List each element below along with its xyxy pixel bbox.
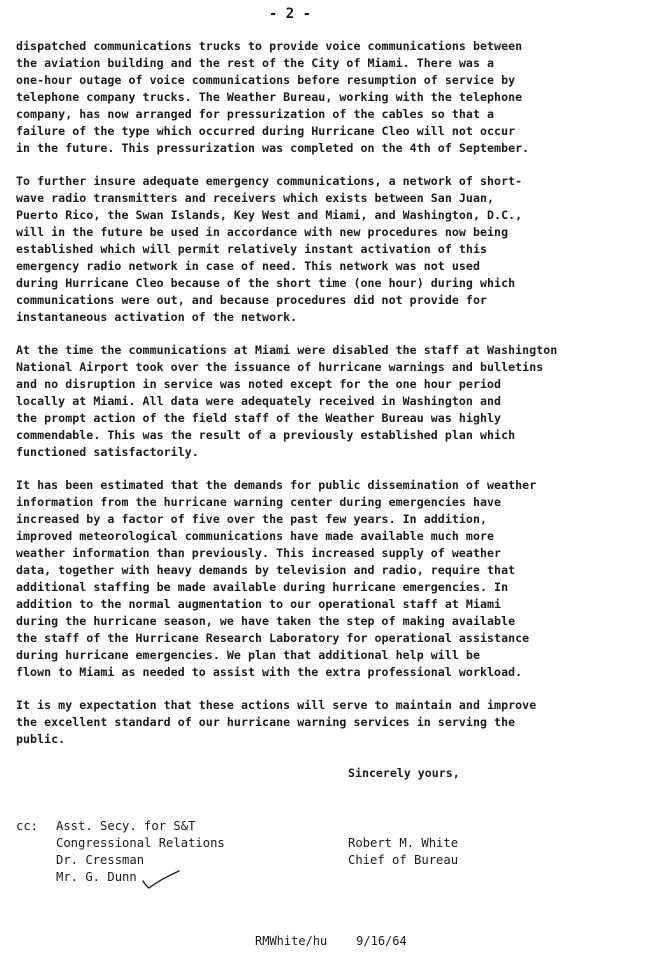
cc-row bbox=[16, 869, 225, 891]
closing-salutation: Sincerely yours, bbox=[348, 766, 460, 780]
cc-row bbox=[16, 818, 225, 835]
signer-title: Chief of Bureau bbox=[348, 853, 459, 867]
signer-name: Robert M. White bbox=[348, 836, 459, 850]
cc-list bbox=[16, 818, 225, 891]
cc-recipient: Dr. Cressman bbox=[56, 853, 145, 867]
paragraph-radio-network: To further insure adequate emergency communications, a network of short- wave radio transmitters and receivers which exists between San Juan, Puerto Rico, the Swan Islands, Key West and Miami, and Washington, D.C., will in the future be used in accordance with new procedures now being established which will permit relatively instant activation of this emergency radio network in case of need. This network was not used during Hurricane Cleo because of the short time (one hour) during which communications were out, and because procedures did not provide for instantaneous activation of the network. bbox=[16, 174, 523, 324]
page-number: - 2 - bbox=[268, 6, 312, 22]
cc-row bbox=[16, 835, 225, 852]
letter-body bbox=[16, 38, 646, 764]
cc-row bbox=[16, 852, 225, 869]
cc-recipient: Congressional Relations bbox=[56, 836, 225, 850]
paragraph-expectation: It is my expectation that these actions will serve to maintain and improve the excellent standard of our hurricane warning services in serving the public. bbox=[16, 698, 537, 746]
paragraph-washington-takeover: At the time the communications at Miami were disabled the staff at Washington National Airport took over the issuance of hurricane warnings and bulletins and no disruption in service was noted except for the one hour period locally at Miami. All data were adequately received in Washington and the prompt action of the field staff of the Weather Bureau was highly commendable. This was the result of a previously established plan which functioned satisfactorily. bbox=[16, 343, 558, 459]
paragraph-staffing: It has been estimated that the demands for public dissemination of weather information from the hurricane warning center during emergencies have increased by a factor of five over the past few years. In addition, improved meteorological communications have made available much more weather information than previously. This increased supply of weather data, together with heavy demands by television and radio, require that additional staffing be made available during hurricane emergencies. In addition to the normal augmentation to our operational staff at Miami during the hurricane season, we have taken the step of making available the staff of the Hurricane Research Laboratory for operational assistance during hurricane emergencies. We plan that additional help will be flown to Miami as needed to assist with the extra professional workload. bbox=[16, 478, 537, 679]
handwritten-check-icon bbox=[141, 869, 183, 891]
cc-recipient: Mr. G. Dunn bbox=[56, 870, 137, 884]
reference-initials-date: RMWhite/hu 9/16/64 bbox=[255, 934, 407, 948]
cc-recipient: Asst. Secy. for S&T bbox=[56, 819, 196, 833]
paragraph-communications-trucks: dispatched communications trucks to provide voice communications between the aviation building and the rest of the City of Miami. There was a one-hour outage of voice communications before resumption of service by telephone company trucks. The Weather Bureau, working with the telephone company, has now arranged for pressurization of the cables so that a failure of the type which occurred during Hurricane Cleo will not occur in the future. This pressurization was completed on the 4th of September. bbox=[16, 39, 530, 155]
cc-label: cc: bbox=[16, 819, 39, 833]
signature-block bbox=[348, 835, 458, 869]
